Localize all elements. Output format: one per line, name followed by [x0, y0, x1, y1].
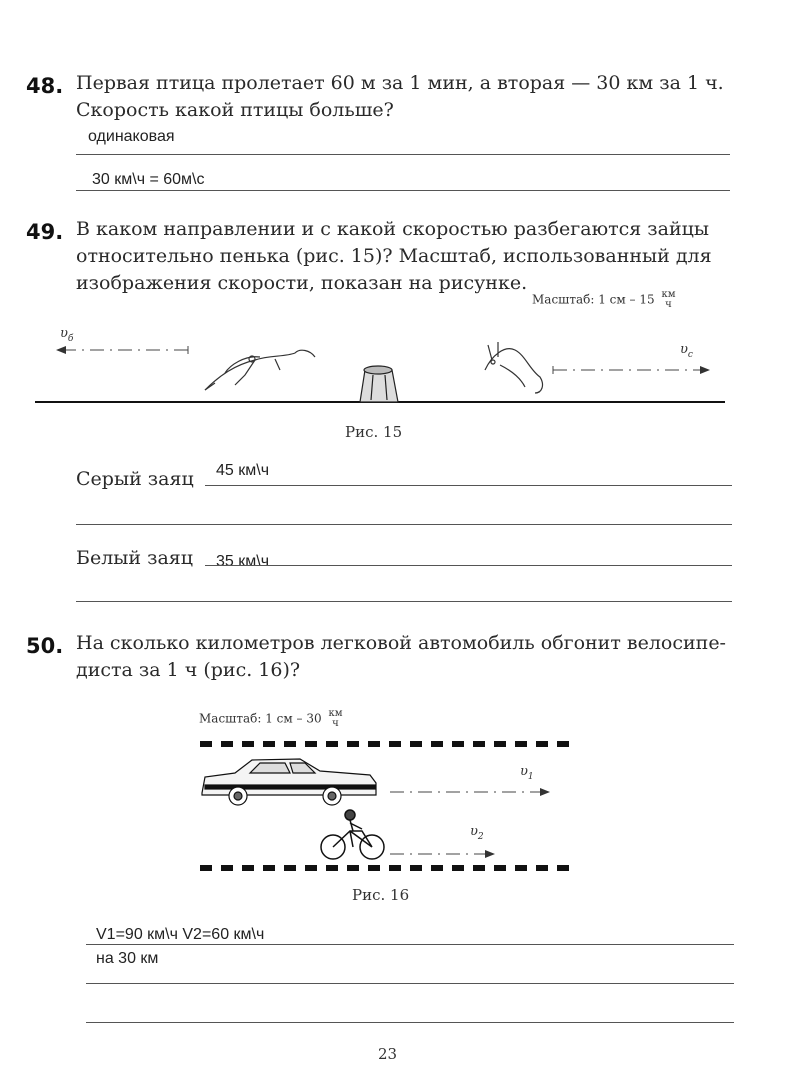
answer-line [76, 154, 730, 155]
figure-15 [30, 315, 730, 425]
answer-line [76, 601, 732, 602]
vector-bike-arrowhead [485, 850, 495, 858]
answer-line [86, 944, 734, 945]
white-hare-icon [485, 342, 542, 393]
white-hare-answer: 35 км\ч [216, 553, 270, 570]
problem-48-answer-1: одинаковая [88, 128, 175, 145]
problem-49-text-line2: относительно пенька (рис. 15)? Масштаб, использованный для [76, 245, 712, 267]
problem-50-answer-1: V1=90 км\ч V2=60 км\ч [96, 926, 265, 943]
problem-49-text-line1: В каком направлении и с какой скоростью разбегаются зайцы [76, 218, 709, 240]
answer-line [76, 190, 730, 191]
problem-49-number: 49. [26, 220, 64, 244]
vector-right-label: $\upsilon_с$ [680, 342, 693, 360]
problem-49-text-line3: изображения скорости, показан на рисунке. [76, 272, 528, 294]
vector-left-label: $\upsilon_б$ [60, 326, 74, 344]
page-number: 23 [378, 1045, 398, 1063]
figure-16-scale [199, 709, 342, 729]
problem-48-number: 48. [26, 74, 64, 98]
scale-unit-bottom: ч [332, 718, 339, 729]
answer-line [205, 485, 732, 486]
white-hare-label: Белый заяц [76, 547, 193, 569]
problem-50-answer-2: на 30 км [96, 950, 159, 967]
gray-hare-label: Серый заяц [76, 468, 194, 490]
gray-hare-icon [205, 350, 315, 390]
figure-16-caption: Рис. 16 [352, 886, 410, 904]
scale-label: Масштаб: 1 см – 15 [532, 292, 655, 307]
problem-50-text-line1: На сколько километров легковой автомобиль обгонит велосипе- [76, 632, 726, 654]
problem-48-text-line1: Первая птица пролетает 60 м за 1 мин, а вторая — 30 км за 1 ч. [76, 72, 724, 94]
figure-16 [190, 735, 590, 880]
problem-48-text-line2: Скорость какой птицы больше? [76, 99, 394, 121]
car-icon [202, 759, 376, 805]
scale-unit-top: км [661, 289, 676, 300]
answer-line [86, 1022, 734, 1023]
vector-car-label: $\upsilon_1$ [520, 764, 534, 782]
problem-50-number: 50. [26, 634, 64, 658]
figure-15-caption: Рис. 15 [345, 423, 403, 441]
scale-label: Масштаб: 1 см – 30 [199, 711, 322, 726]
vector-car-arrowhead [540, 788, 550, 796]
vector-bike-label: $\upsilon_2$ [470, 824, 484, 842]
answer-line [86, 983, 734, 984]
figure-15-scale [532, 290, 675, 310]
answer-line [205, 565, 732, 566]
scale-unit-top: км [328, 708, 343, 719]
problem-50-text-line2: диста за 1 ч (рис. 16)? [76, 659, 301, 681]
cyclist-icon [321, 810, 384, 859]
stump-icon [360, 366, 398, 402]
vector-right-arrowhead [700, 366, 710, 374]
vector-left-arrowhead [56, 346, 66, 354]
problem-48-answer-2: 30 км\ч = 60м\с [92, 171, 205, 188]
scale-unit-bottom: ч [665, 299, 672, 310]
answer-line [76, 524, 732, 525]
gray-hare-answer: 45 км\ч [216, 462, 270, 479]
